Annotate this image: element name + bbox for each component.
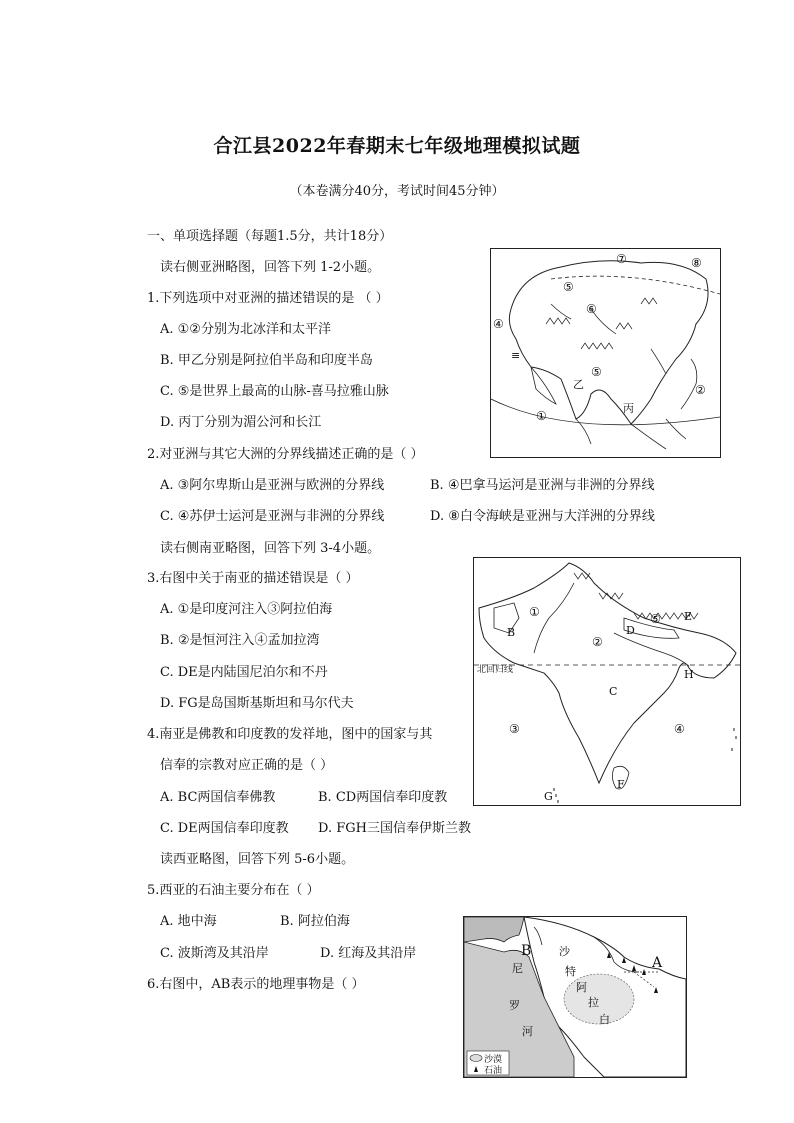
question-6-stem: 6.右图中，AB表示的地理事物是（ ） xyxy=(147,977,365,992)
section-heading: 一、单项选择题（每题1.5分，共计18分） xyxy=(147,229,393,244)
question-2-stem: 2.对亚洲与其它大洲的分界线描述正确的是（ ） xyxy=(147,447,424,462)
intro-asia: 读右侧亚洲略图，回答下列 1-2小题。 xyxy=(160,260,381,275)
south-asia-label-E: E xyxy=(684,610,693,623)
south-asia-label-4: ④ xyxy=(674,722,685,736)
legend-oil: 石油 xyxy=(484,1066,503,1076)
question-2-option-a: A. ③阿尔卑斯山是亚洲与欧洲的分界线 xyxy=(160,478,385,493)
question-1-option-d: D. 丙丁分别为湄公河和长江 xyxy=(160,415,322,430)
south-asia-label-3: ③ xyxy=(509,722,520,736)
west-asia-label-sha: 沙 xyxy=(559,945,570,958)
south-asia-label-G: G xyxy=(544,790,553,803)
south-asia-label-C: C xyxy=(609,685,618,698)
south-asia-label-2: ② xyxy=(592,635,603,649)
question-4-stem-line2: 信奉的宗教对应正确的是（ ） xyxy=(160,758,334,773)
question-2-option-b: B. ④巴拿马运河是亚洲与非洲的分界线 xyxy=(430,478,655,493)
west-asia-map xyxy=(463,916,687,1078)
asia-label-5: ⑤ xyxy=(591,365,602,379)
question-4-stem-line1: 4.南亚是佛教和印度教的发祥地，图中的国家与其 xyxy=(147,727,433,742)
question-3-option-b: B. ②是恒河注入④孟加拉湾 xyxy=(160,633,320,648)
asia-label-eq: ≡ xyxy=(511,349,521,362)
question-3-option-d: D. FG是岛国斯基斯坦和马尔代夫 xyxy=(160,696,354,711)
nile-label-luo: 罗 xyxy=(509,999,520,1012)
question-1-option-a: A. ①②分别为北冰洋和太平洋 xyxy=(160,322,331,337)
page-title: 合江县2022年春期末七年级地理模拟试题 xyxy=(213,135,581,157)
question-5-option-a: A. 地中海 xyxy=(160,914,217,929)
south-asia-label-H: H xyxy=(684,668,694,681)
nile-label-he: 河 xyxy=(522,1025,533,1038)
question-5-option-c: C. 波斯湾及其沿岸 xyxy=(160,946,269,961)
south-asia-label-F: F xyxy=(617,778,625,791)
question-3-option-c: C. DE是内陆国尼泊尔和不丹 xyxy=(160,665,328,680)
south-asia-label-5: ⑤ xyxy=(650,612,661,626)
asia-label-yi: 乙 xyxy=(573,378,584,391)
asia-label-5-north: ⑤ xyxy=(563,280,574,294)
asia-label-1: ① xyxy=(536,409,547,423)
south-asia-label-D: D xyxy=(626,624,635,637)
question-4-option-a: A. BC两国信奉佛教 xyxy=(160,790,276,805)
asia-map xyxy=(490,248,721,458)
question-5-option-b: B. 阿拉伯海 xyxy=(280,914,350,929)
question-1-stem: 1.下列选项中对亚洲的描述错误的是 （ ） xyxy=(147,291,389,306)
west-asia-label-bai: 白 xyxy=(599,1013,610,1026)
tropic-of-cancer-label: 北回归线 xyxy=(477,665,514,675)
question-4-option-d: D. FGH三国信奉伊斯兰教 xyxy=(318,821,471,836)
asia-label-6: ⑥ xyxy=(586,302,597,316)
asia-label-4: ④ xyxy=(493,317,504,331)
question-1-option-c: C. ⑤是世界上最高的山脉-喜马拉雅山脉 xyxy=(160,384,389,399)
west-asia-label-te: 特 xyxy=(565,965,576,978)
asia-label-8: ⑧ xyxy=(691,256,702,270)
question-2-option-d: D. ⑧白令海峡是亚洲与大洋洲的分界线 xyxy=(430,509,655,524)
legend-desert: 沙漠 xyxy=(484,1055,503,1065)
intro-west-asia: 读西亚略图，回答下列 5-6小题。 xyxy=(160,852,355,867)
question-5-stem: 5.西亚的石油主要分布在（ ） xyxy=(147,883,320,898)
nile-label-ni: 尼 xyxy=(512,962,523,975)
intro-south-asia: 读右侧南亚略图，回答下列 3-4小题。 xyxy=(160,541,381,556)
question-5-option-d: D. 红海及其沿岸 xyxy=(320,946,417,961)
question-2-option-c: C. ④苏伊士运河是亚洲与非洲的分界线 xyxy=(160,509,385,524)
west-asia-label-B: B xyxy=(521,943,532,959)
south-asia-map xyxy=(473,557,741,806)
south-asia-label-1: ① xyxy=(529,605,540,619)
west-asia-label-a: 阿 xyxy=(576,981,587,994)
asia-label-2: ② xyxy=(695,383,706,397)
question-4-option-c: C. DE两国信奉印度教 xyxy=(160,821,289,836)
asia-label-bing: 丙 xyxy=(623,402,634,415)
question-1-option-b: B. 甲乙分别是阿拉伯半岛和印度半岛 xyxy=(160,353,373,368)
asia-label-7: ⑦ xyxy=(616,252,627,266)
south-asia-label-B: B xyxy=(507,626,516,639)
west-asia-label-A: A xyxy=(652,955,663,971)
question-3-option-a: A. ①是印度河注入③阿拉伯海 xyxy=(160,602,333,617)
exam-info: （本卷满分40分，考试时间45分钟） xyxy=(289,184,505,199)
question-3-stem: 3.右图中关于南亚的描述错误是（ ） xyxy=(147,571,359,586)
question-4-option-b: B. CD两国信奉印度教 xyxy=(318,790,448,805)
west-asia-label-la: 拉 xyxy=(588,996,599,1009)
